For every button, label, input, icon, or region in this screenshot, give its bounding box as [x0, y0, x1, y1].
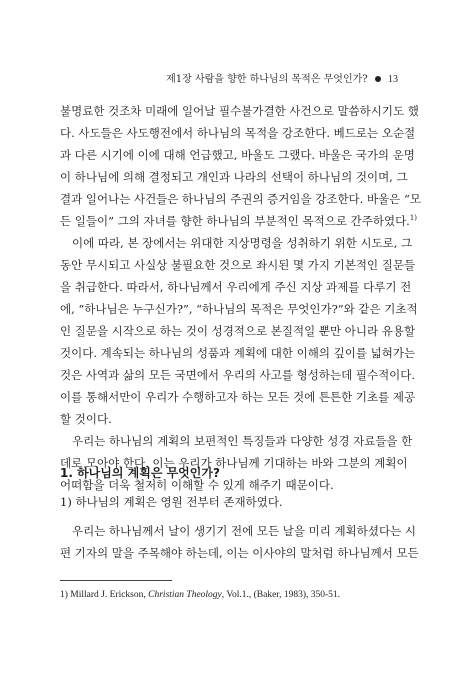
text-line: 것이다. 계속되는 하나님의 성품과 계획에 대한 이해의 깊이를 넓혀가는 [60, 346, 416, 360]
footnote-marker: 1) [60, 590, 68, 600]
text-line: 동안 무시되고 사실상 불필요한 것으로 좌시된 몇 가지 기본적인 질문들 [60, 258, 416, 272]
footnote-divider [60, 580, 172, 581]
footnote-reference[interactable]: 1) [409, 214, 418, 223]
footnote-book-title: Christian Theology [148, 590, 222, 600]
text-line-content: 든 일들이” 그의 자녀를 향한 하나님의 부분적인 목적으로 간주하였다. [60, 214, 410, 228]
text-line: 데로 모아야 한다. 이는 우리가 하나님께 기대하는 바와 그분의 계획이 [60, 456, 408, 470]
text-line: 것은 사역과 삶의 모든 국면에서 우리의 사고를 형성하는데 필수적이다. [60, 368, 416, 382]
section-heading: 1. 하나님의 계획은 무엇인가? [60, 466, 220, 480]
text-line: 이에 따라, 본 장에서는 위대한 지상명령을 성취하기 위한 시도로, 그 [72, 236, 413, 250]
running-header [166, 70, 398, 85]
paragraph-2 [60, 232, 418, 430]
footnote-details: , Vol.1., (Baker, 1983), 350-51. [221, 590, 341, 600]
text-line: 우리는 하나님의 계획의 보편적인 특징들과 다양한 성경 자료들을 한 [72, 434, 413, 448]
text-line: 에, “하나님은 누구신가?”, “하나님의 목적은 무엇인가?”와 같은 기초적 [60, 302, 418, 316]
subsection-heading: 1) 하나님의 계획은 영원 전부터 존재하였다. [60, 495, 283, 509]
text-line: 이 하나님에 의해 결정되고 개인과 나라의 선택이 하나님의 것이며, 그 [60, 170, 408, 184]
text-line: 어떠함을 더욱 철저히 이해할 수 있게 해주기 때문이다. [60, 478, 334, 492]
text-line: 인 질문을 시작으로 하는 것이 성경적으로 본질적일 뿐만 아니라 유용할 [60, 324, 416, 338]
text-line: 이를 통해서만이 우리가 수행하고자 하는 모든 것에 튼튼한 기초를 제공 [60, 390, 416, 404]
bullet-dot-icon [375, 76, 381, 82]
text-line: 을 취급한다. 따라서, 하나님께서 우리에게 주신 지상 과제를 다루기 전 [60, 280, 412, 294]
text-line: 할 것이다. [60, 412, 112, 426]
footnote-author: Millard J. Erickson, [70, 590, 146, 600]
paragraph-3 [60, 430, 413, 496]
main-text [60, 100, 421, 496]
text-line: 다. 사도들은 사도행전에서 하나님의 목적을 강조한다. 베드로는 오순절 [60, 126, 416, 140]
footnote [60, 590, 405, 600]
text-line: 불명료한 것조차 미래에 일어날 필수불가결한 사건으로 말씀하시기도 했 [60, 104, 419, 118]
text-line: 우리는 하나님께서 날이 생기기 전에 모든 날을 미리 계획하셨다는 시 [72, 524, 416, 538]
page-number: 13 [388, 74, 398, 85]
text-line: 과 다른 시기에 이에 대해 언급했고, 바울도 그랬다. 바울은 국가의 운명 [60, 148, 415, 162]
main-text-continued [60, 520, 419, 564]
text-line [60, 210, 418, 232]
running-title: 제1장 사람을 향한 하나님의 목적은 무엇인가? [166, 74, 368, 85]
paragraph-1 [60, 100, 421, 232]
text-line: 편 기자의 말을 주목해야 하는데, 이는 이사야의 말처럼 하나님께서 모든 [60, 546, 419, 560]
text-line: 결과 일어나는 사건들은 하나님의 주권의 증거임을 강조한다. 바울은 “모 [60, 192, 421, 206]
